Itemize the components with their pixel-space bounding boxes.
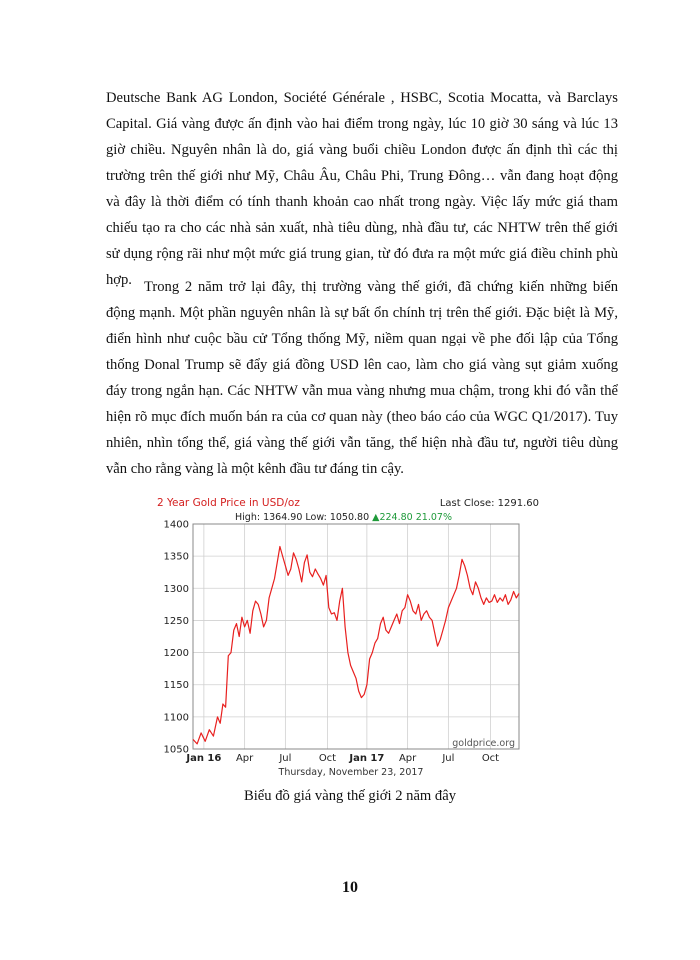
low-value: 1050.80 [329,512,370,523]
last-close-label: Last Close: 1291.60 [439,498,539,509]
chart-background [153,494,547,778]
chart-svg [153,494,547,778]
y-tick-label: 1300 [163,583,189,595]
chart-date: Thursday, November 23, 2017 [278,767,424,778]
chart-title: 2 Year Gold Price in USD/oz [157,497,300,509]
y-tick-label: 1100 [163,712,189,724]
y-tick-label: 1050 [163,744,189,756]
x-tick-label: Apr [235,753,254,764]
change-percent: 21.07% [415,512,452,523]
change-value: 224.80 [379,512,413,523]
watermark: goldprice.org [452,738,515,749]
gold-price-chart [153,494,547,778]
x-tick-label: Oct [481,753,500,764]
x-tick-label: Jul [442,753,455,764]
change-arrow-icon: ▲ [372,512,380,523]
y-tick-label: 1150 [163,680,189,692]
y-tick-label: 1200 [163,648,189,660]
paragraph-1: Deutsche Bank AG London, Société Générale , HSBC, Scotia Mocatta, và Barclays Capital. Giá vàng được ấn định vào hai điểm trong ngày, lúc 10 giờ 30 sáng và lúc 13 giờ chiều. Nguyên nhân là do, giá vàng buổi chiều London được ấn định thì các thị trường trên thế giới như Mỹ, Châu Âu, Châu Phi, Trung Đông… vẫn đang hoạt động và đây là thời điểm có tính thanh khoản cao nhất trong ngày. Việc lấy mức giá tham chiếu tạo ra cho các nhà sản xuất, nhà tiêu dùng, nhà đầu tư, các NHTW trên thế giới sử dụng rộng rãi như một mức giá trung gian, từ đó đưa ra một mức giá điều chỉnh phù hợp. [106,90,618,288]
page-number: 10 [342,879,358,896]
x-tick-label: Jul [279,753,292,764]
low-label: Low: [305,512,327,523]
x-tick-label: Jan 16 [186,753,222,764]
y-tick-label: 1350 [163,551,189,563]
high-value: 1364.90 [263,512,303,523]
x-tick-label: Apr [398,753,417,764]
high-low-stats [235,512,452,523]
x-tick-label: Oct [318,753,337,764]
paragraph-2: Trong 2 năm trở lại đây, thị trường vàng thế giới, đã chứng kiến những biến động mạnh. Một phần nguyên nhân là sự bất ổn chính trị trên thế giới. Đặc biệt là Mỹ, điển hình như cuộc bầu cử Tổng thống Mỹ, niềm quan ngại về phe đối lập của Tổng thống Donal Trump sẽ đẩy giá đồng USD lên cao, làm cho giá vàng sụt giảm xuống đáy trong ngắn hạn. Các NHTW vẫn mua vàng nhưng mua chậm, trong khi đó vẫn thể hiện rõ mục đích muốn bán ra của cơ quan này (theo báo cáo của WGC Q1/2017). Tuy nhiên, nhìn tổng thể, giá vàng thế giới vẫn tăng, thể hiện nhà đầu tư, người tiêu dùng vẫn cho rằng vàng là một kênh đầu tư đáng tin cậy. [106,279,618,477]
high-label: High: [235,512,261,523]
x-tick-label: Jan 17 [349,753,385,764]
y-tick-label: 1400 [163,519,189,531]
figure-caption: Biểu đồ giá vàng thế giới 2 năm đây [244,788,456,804]
y-tick-label: 1250 [163,615,189,627]
